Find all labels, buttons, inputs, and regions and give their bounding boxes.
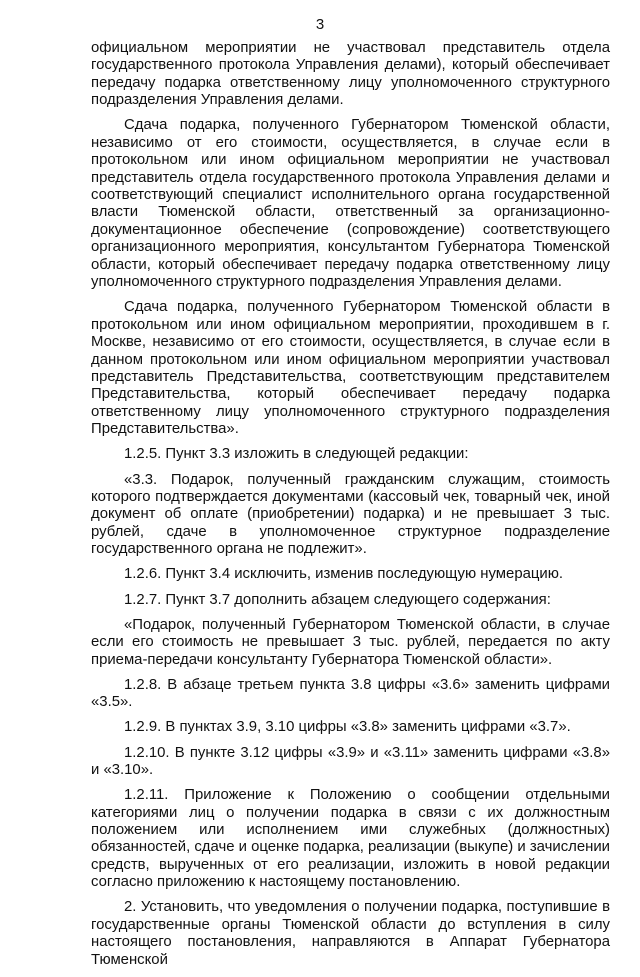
paragraph: 1.2.9. В пунктах 3.9, 3.10 цифры «3.8» заменить цифрами «3.7». — [124, 719, 571, 736]
paragraph: 2. Установить, что уведомления о получении подарка, поступившие в государственные органы Тюменской области до вступления в силу настоящего постановления, направляются в Аппарат Губернатора Тюменской — [91, 899, 610, 968]
paragraph: «3.3. Подарок, полученный гражданским служащим, стоимость которого подтверждается документами (кассовый чек, товарный чек, иной документ об оплате (приобретении) подарка) и не превышает 3 тыс. рублей, сдаче в уполномоченное структурное подразделение государственного органа не подлежит». — [91, 471, 610, 558]
paragraph: 1.2.6. Пункт 3.4 исключить, изменив последующую нумерацию. — [124, 566, 564, 583]
paragraph: официальном мероприятии не участвовал представитель отдела государственного протокола Управления делами), который обеспечивает передачу подарка ответственному лицу уполномоченного структурного подразделения Управления делами. — [91, 40, 610, 109]
paragraph: 1.2.10. В пункте 3.12 цифры «3.9» и «3.11» заменить цифрами «3.8» и «3.10». — [91, 744, 610, 778]
paragraph: 1.2.11. Приложение к Положению о сообщении отдельными категориями лиц о получении подарка в связи с их должностным положением или исполнением ими служебных (должностных) обязанностей, сдаче и оценке подарка, реализации (выкупе) и зачислении средств, вырученных от его реализации, изложить в новой редакции согласно приложению к настоящему постановлению. — [91, 787, 610, 891]
paragraph: «Подарок, полученный Губернатором Тюменской области, в случае если его стоимость не превышает 3 тыс. рублей, передается по акту приема-передачи консультанту Губернатора Тюменской области». — [91, 616, 610, 668]
paragraph: 1.2.7. Пункт 3.7 дополнить абзацем следующего содержания: — [124, 591, 551, 608]
paragraph: 1.2.5. Пункт 3.3 изложить в следующей редакции: — [124, 446, 469, 463]
paragraph: Сдача подарка, полученного Губернатором Тюменской области, независимо от его стоимости, осуществляется, в случае если в протокольном или ином официальном мероприятии не участвовал представитель отдела государственного протокола Управления делами и соответствующий специалист исполнительного органа государственной власти Тюменской области, ответственный за организационно-документационное обеспечение (сопровождение) соответствующего организационного мероприятия, консультантом Губернатора Тюменской области, который обеспечивает передачу подарка ответственному лицу уполномоченного структурного подразделения Управления делами. — [91, 117, 610, 291]
paragraph: Сдача подарка, полученного Губернатором Тюменской области в протокольном или ином официальном мероприятии, проходившем в г. Москве, независимо от его стоимости, осуществляется, в случае если в данном протокольном или ином официальном мероприятии участвовал представитель Представительства, соответствующим представителем Представительства, который обеспечивает передачу подарка ответственному лицу уполномоченного структурного подразделения Представительства». — [91, 299, 610, 438]
page-number: 3 — [315, 16, 325, 33]
paragraph: 1.2.8. В абзаце третьем пункта 3.8 цифры «3.6» заменить цифрами «3.5». — [91, 676, 610, 711]
document-body — [91, 40, 610, 977]
